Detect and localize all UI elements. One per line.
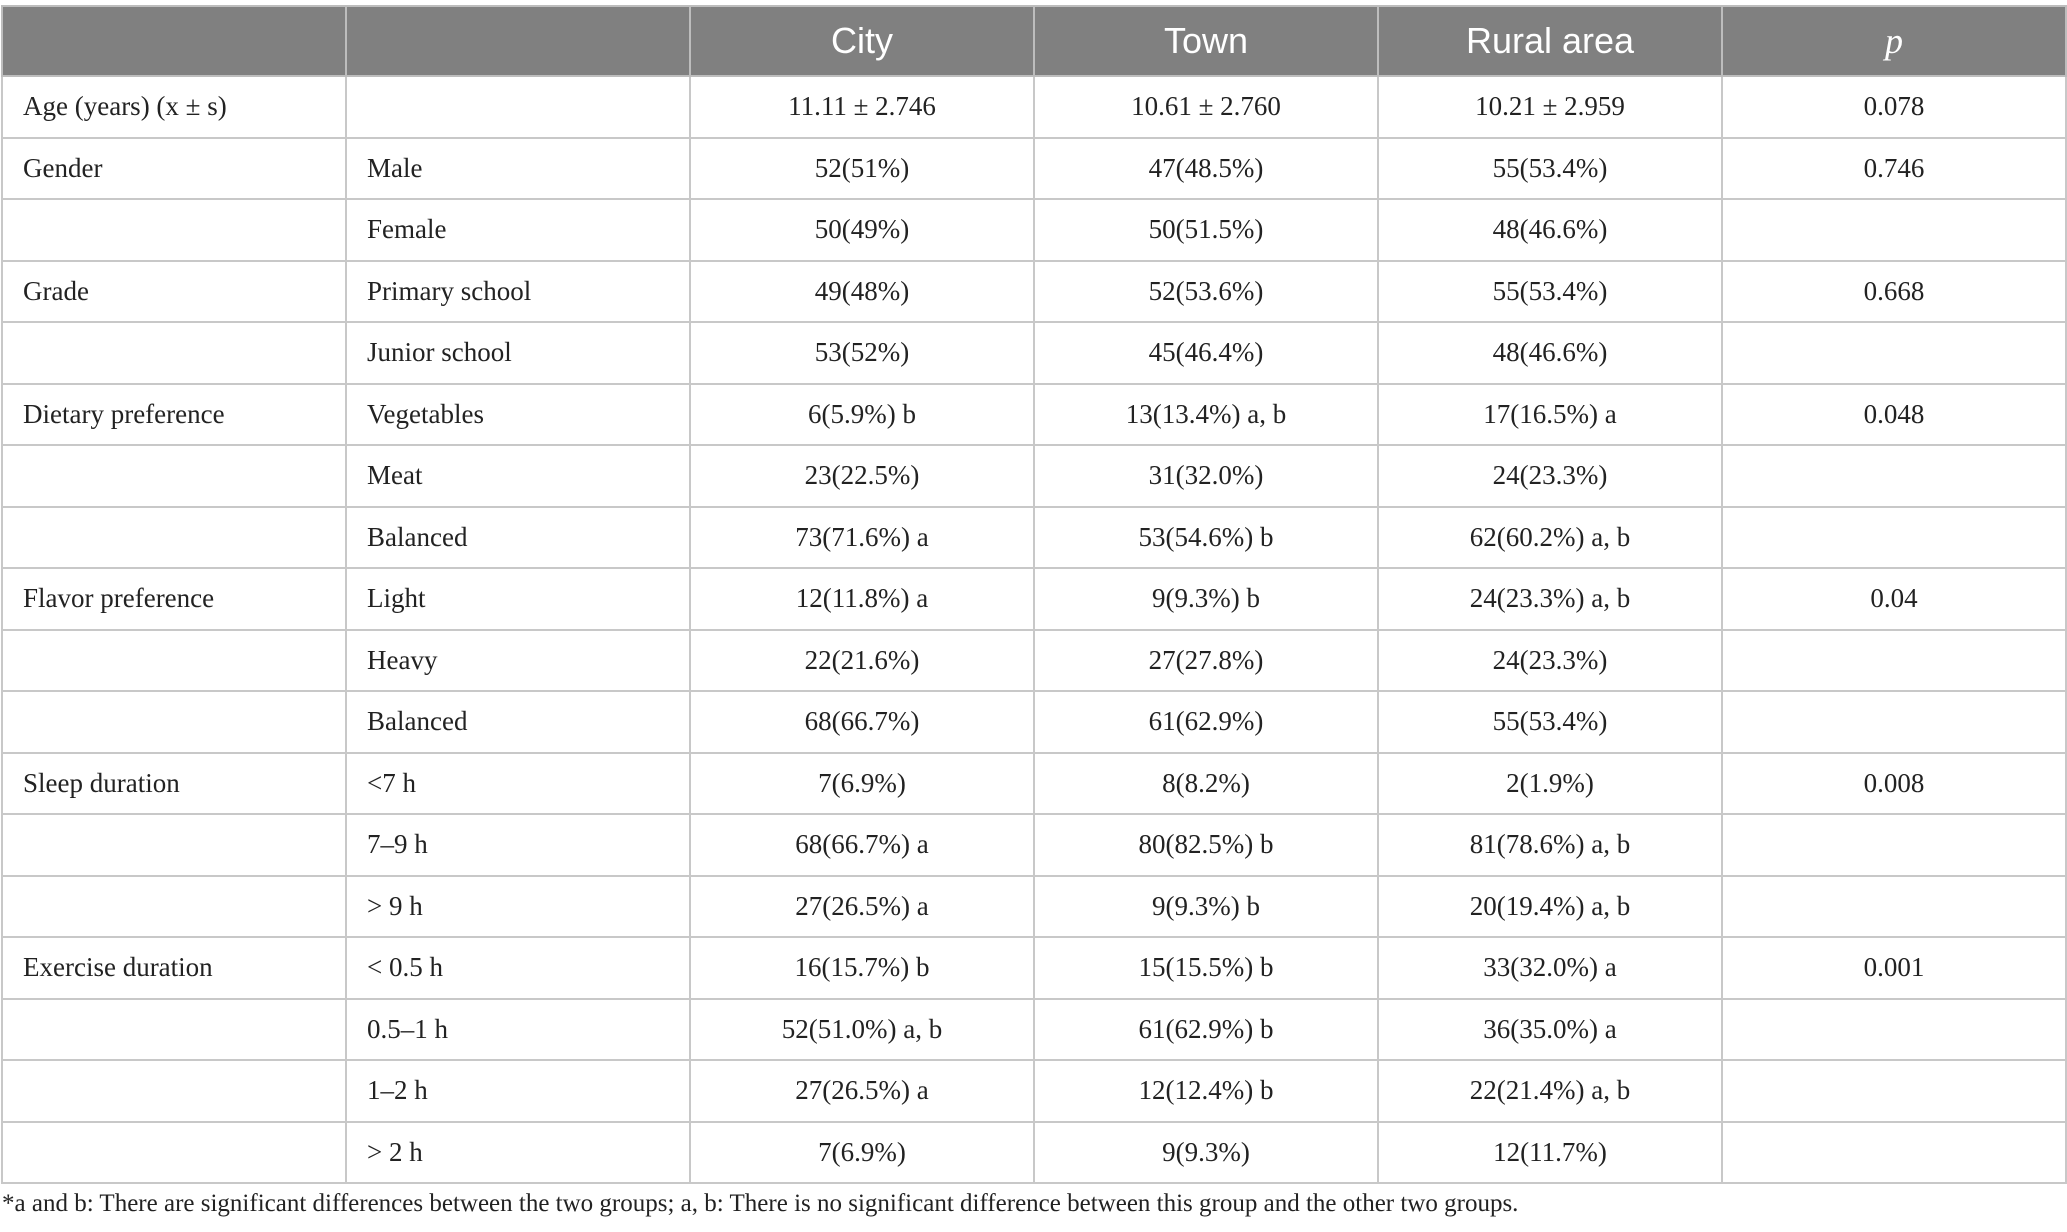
city-value-cell: 53(52%) bbox=[690, 322, 1034, 384]
city-value-cell: 27(26.5%) a bbox=[690, 876, 1034, 938]
rural-value-cell: 24(23.3%) bbox=[1378, 445, 1722, 507]
p-value-cell: 0.008 bbox=[1722, 753, 2066, 815]
town-value-cell: 12(12.4%) b bbox=[1034, 1060, 1378, 1122]
table-row bbox=[2, 322, 2066, 384]
subcategory-cell: Balanced bbox=[346, 507, 690, 569]
subcategory-cell: Balanced bbox=[346, 691, 690, 753]
rural-value-cell: 2(1.9%) bbox=[1378, 753, 1722, 815]
city-value-cell: 49(48%) bbox=[690, 261, 1034, 323]
town-value-cell: 31(32.0%) bbox=[1034, 445, 1378, 507]
city-value-cell: 22(21.6%) bbox=[690, 630, 1034, 692]
p-value-cell: 0.04 bbox=[1722, 568, 2066, 630]
table-row bbox=[2, 138, 2066, 200]
table-body bbox=[2, 76, 2066, 1183]
town-value-cell: 9(9.3%) bbox=[1034, 1122, 1378, 1184]
category-cell bbox=[2, 876, 346, 938]
subcategory-cell: Meat bbox=[346, 445, 690, 507]
town-value-cell: 45(46.4%) bbox=[1034, 322, 1378, 384]
town-value-cell: 9(9.3%) b bbox=[1034, 876, 1378, 938]
town-value-cell: 50(51.5%) bbox=[1034, 199, 1378, 261]
p-value-cell bbox=[1722, 876, 2066, 938]
p-value-cell bbox=[1722, 445, 2066, 507]
city-value-cell: 7(6.9%) bbox=[690, 753, 1034, 815]
p-value-cell: 0.746 bbox=[1722, 138, 2066, 200]
table-row bbox=[2, 507, 2066, 569]
city-value-cell: 68(66.7%) bbox=[690, 691, 1034, 753]
category-cell: Sleep duration bbox=[2, 753, 346, 815]
city-value-cell: 7(6.9%) bbox=[690, 1122, 1034, 1184]
subcategory-cell: > 2 h bbox=[346, 1122, 690, 1184]
table-row bbox=[2, 937, 2066, 999]
category-cell bbox=[2, 445, 346, 507]
rural-value-cell: 48(46.6%) bbox=[1378, 199, 1722, 261]
subcategory-cell: 0.5–1 h bbox=[346, 999, 690, 1061]
category-cell bbox=[2, 1060, 346, 1122]
subcategory-cell: Junior school bbox=[346, 322, 690, 384]
town-value-cell: 53(54.6%) b bbox=[1034, 507, 1378, 569]
p-value-cell bbox=[1722, 322, 2066, 384]
table-row bbox=[2, 691, 2066, 753]
table-row bbox=[2, 568, 2066, 630]
rural-value-cell: 20(19.4%) a, b bbox=[1378, 876, 1722, 938]
subcategory-cell: < 0.5 h bbox=[346, 937, 690, 999]
town-value-cell: 61(62.9%) b bbox=[1034, 999, 1378, 1061]
subcategory-cell bbox=[346, 76, 690, 138]
city-value-cell: 50(49%) bbox=[690, 199, 1034, 261]
rural-value-cell: 12(11.7%) bbox=[1378, 1122, 1722, 1184]
subcategory-cell: > 9 h bbox=[346, 876, 690, 938]
subcategory-cell: Heavy bbox=[346, 630, 690, 692]
header-cell-city: City bbox=[690, 6, 1034, 76]
town-value-cell: 47(48.5%) bbox=[1034, 138, 1378, 200]
town-value-cell: 9(9.3%) b bbox=[1034, 568, 1378, 630]
p-value-cell bbox=[1722, 999, 2066, 1061]
category-cell bbox=[2, 999, 346, 1061]
town-value-cell: 27(27.8%) bbox=[1034, 630, 1378, 692]
subcategory-cell: Female bbox=[346, 199, 690, 261]
category-cell: Exercise duration bbox=[2, 937, 346, 999]
rural-value-cell: 33(32.0%) a bbox=[1378, 937, 1722, 999]
subcategory-cell: <7 h bbox=[346, 753, 690, 815]
subcategory-cell: 1–2 h bbox=[346, 1060, 690, 1122]
table-row bbox=[2, 1122, 2066, 1184]
city-value-cell: 73(71.6%) a bbox=[690, 507, 1034, 569]
p-value-cell bbox=[1722, 1060, 2066, 1122]
rural-value-cell: 55(53.4%) bbox=[1378, 261, 1722, 323]
table-row bbox=[2, 384, 2066, 446]
table-row bbox=[2, 1060, 2066, 1122]
header-cell-category bbox=[2, 6, 346, 76]
header-cell-subcategory bbox=[346, 6, 690, 76]
category-cell: Flavor preference bbox=[2, 568, 346, 630]
subcategory-cell: Light bbox=[346, 568, 690, 630]
town-value-cell: 8(8.2%) bbox=[1034, 753, 1378, 815]
subcategory-cell: Primary school bbox=[346, 261, 690, 323]
city-value-cell: 52(51%) bbox=[690, 138, 1034, 200]
subcategory-cell: 7–9 h bbox=[346, 814, 690, 876]
category-cell: Grade bbox=[2, 261, 346, 323]
category-cell bbox=[2, 1122, 346, 1184]
table-row bbox=[2, 76, 2066, 138]
subcategory-cell: Vegetables bbox=[346, 384, 690, 446]
city-value-cell: 11.11 ± 2.746 bbox=[690, 76, 1034, 138]
rural-value-cell: 17(16.5%) a bbox=[1378, 384, 1722, 446]
table-row bbox=[2, 261, 2066, 323]
header-cell-p-value: p bbox=[1722, 6, 2066, 76]
p-value-cell bbox=[1722, 814, 2066, 876]
table-row bbox=[2, 445, 2066, 507]
p-value-cell bbox=[1722, 1122, 2066, 1184]
table-footnote: *a and b: There are significant differences between the two groups; a, b: There is no significant difference between this group and the other two groups. bbox=[2, 1190, 1519, 1217]
city-value-cell: 6(5.9%) b bbox=[690, 384, 1034, 446]
p-value-cell: 0.048 bbox=[1722, 384, 2066, 446]
table-row bbox=[2, 753, 2066, 815]
p-value-cell: 0.001 bbox=[1722, 937, 2066, 999]
header-cell-rural-area: Rural area bbox=[1378, 6, 1722, 76]
town-value-cell: 15(15.5%) b bbox=[1034, 937, 1378, 999]
category-cell bbox=[2, 691, 346, 753]
city-value-cell: 27(26.5%) a bbox=[690, 1060, 1034, 1122]
rural-value-cell: 36(35.0%) a bbox=[1378, 999, 1722, 1061]
city-value-cell: 12(11.8%) a bbox=[690, 568, 1034, 630]
p-value-cell: 0.668 bbox=[1722, 261, 2066, 323]
p-value-cell: 0.078 bbox=[1722, 76, 2066, 138]
category-cell bbox=[2, 199, 346, 261]
category-cell bbox=[2, 814, 346, 876]
category-cell: Dietary preference bbox=[2, 384, 346, 446]
table-row bbox=[2, 876, 2066, 938]
subcategory-cell: Male bbox=[346, 138, 690, 200]
city-value-cell: 16(15.7%) b bbox=[690, 937, 1034, 999]
rural-value-cell: 24(23.3%) bbox=[1378, 630, 1722, 692]
data-table-container bbox=[1, 5, 2065, 1184]
header-row bbox=[2, 6, 2066, 76]
p-value-cell bbox=[1722, 630, 2066, 692]
p-value-cell bbox=[1722, 507, 2066, 569]
table-row bbox=[2, 630, 2066, 692]
rural-value-cell: 10.21 ± 2.959 bbox=[1378, 76, 1722, 138]
category-cell bbox=[2, 322, 346, 384]
demographics-table bbox=[1, 5, 2067, 1184]
category-cell: Age (years) (x ± s) bbox=[2, 76, 346, 138]
town-value-cell: 61(62.9%) bbox=[1034, 691, 1378, 753]
town-value-cell: 80(82.5%) b bbox=[1034, 814, 1378, 876]
rural-value-cell: 81(78.6%) a, b bbox=[1378, 814, 1722, 876]
table-row bbox=[2, 814, 2066, 876]
category-cell bbox=[2, 630, 346, 692]
header-cell-town: Town bbox=[1034, 6, 1378, 76]
city-value-cell: 68(66.7%) a bbox=[690, 814, 1034, 876]
category-cell: Gender bbox=[2, 138, 346, 200]
rural-value-cell: 55(53.4%) bbox=[1378, 691, 1722, 753]
city-value-cell: 23(22.5%) bbox=[690, 445, 1034, 507]
town-value-cell: 13(13.4%) a, b bbox=[1034, 384, 1378, 446]
rural-value-cell: 55(53.4%) bbox=[1378, 138, 1722, 200]
category-cell bbox=[2, 507, 346, 569]
table-row bbox=[2, 999, 2066, 1061]
table-row bbox=[2, 199, 2066, 261]
town-value-cell: 52(53.6%) bbox=[1034, 261, 1378, 323]
p-value-cell bbox=[1722, 691, 2066, 753]
town-value-cell: 10.61 ± 2.760 bbox=[1034, 76, 1378, 138]
p-value-cell bbox=[1722, 199, 2066, 261]
rural-value-cell: 62(60.2%) a, b bbox=[1378, 507, 1722, 569]
rural-value-cell: 24(23.3%) a, b bbox=[1378, 568, 1722, 630]
rural-value-cell: 48(46.6%) bbox=[1378, 322, 1722, 384]
city-value-cell: 52(51.0%) a, b bbox=[690, 999, 1034, 1061]
rural-value-cell: 22(21.4%) a, b bbox=[1378, 1060, 1722, 1122]
